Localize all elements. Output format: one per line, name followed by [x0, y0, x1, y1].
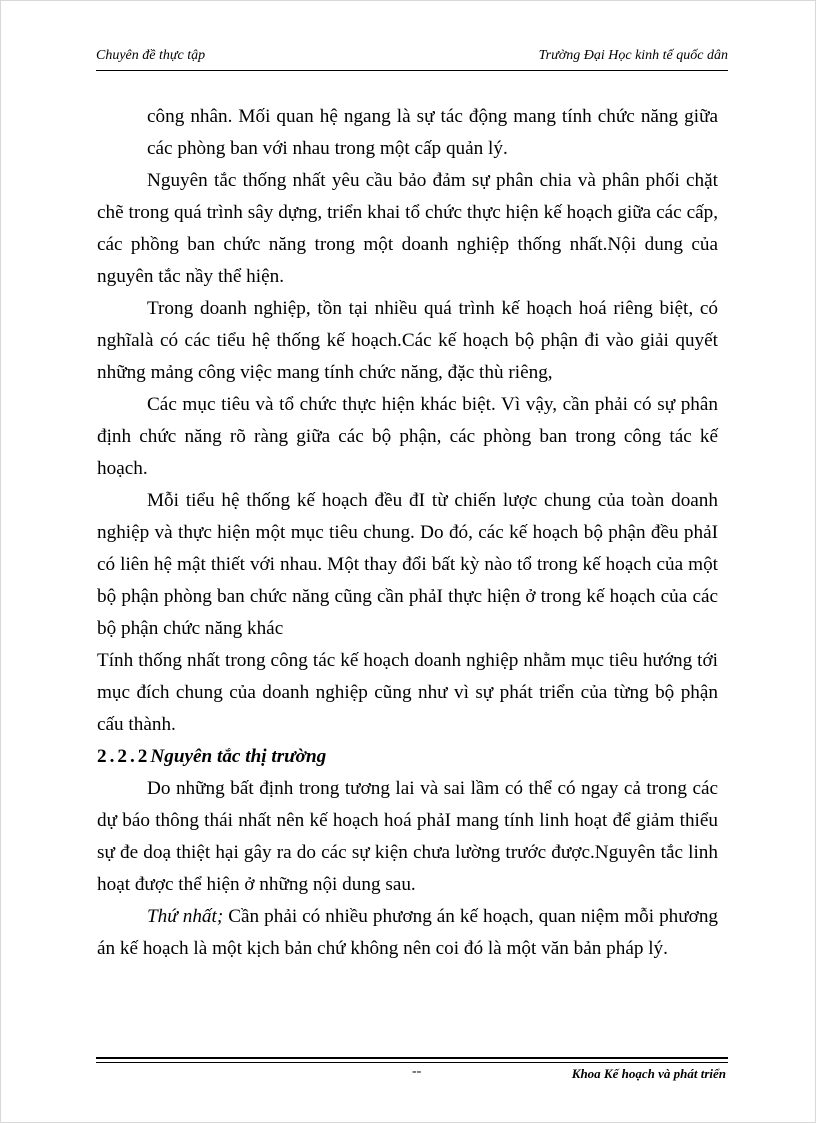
section-title: Nguyên tắc thị trường	[150, 746, 327, 767]
paragraph-7: Do những bất định trong tương lai và sai lầm có thể có ngay cả trong các dự báo thông thái nhất nên kế hoạch hoá phảI mang tính linh hoạt để giảm thiểu sự đe doạ thiệt hại gây ra do các sự kiện chưa lường trước được.Nguyên tắc linh hoạt được thể hiện ở những nội dung sau.	[97, 778, 718, 895]
section-number: 2.2.2	[97, 746, 151, 767]
header-right: Trường Đại Học kinh tế quốc dân	[538, 48, 728, 63]
paragraph-8-text: Cần phải có nhiều phương án kế hoạch, quan niệm mỗi phương án kế hoạch là một kịch bản chứ không nên coi đó là một văn bản pháp lý.	[97, 906, 719, 959]
document-body	[97, 101, 718, 965]
section-heading	[97, 741, 718, 773]
paragraph-4: Các mục tiêu và tổ chức thực hiện khác biệt. Vì vậy, cần phải có sự phân định chức năng rõ ràng giữa các bộ phận, các phòng ban trong công tác kế hoạch.	[97, 394, 718, 479]
paragraph-8	[97, 901, 718, 965]
footer-right: Khoa Kế hoạch và phát triển	[571, 1066, 726, 1081]
footer-divider-thick	[96, 1057, 728, 1059]
paragraph-1: công nhân. Mối quan hệ ngang là sự tác động mang tính chức năng giữa các phòng ban với nhau trong một cấp quản lý.	[147, 106, 718, 159]
paragraph-8-lead: Thứ nhất;	[147, 906, 224, 927]
paragraph-3: Trong doanh nghiệp, tồn tại nhiều quá trình kế hoạch hoá riêng biệt, có nghĩalà có các tiểu hệ thống kế hoạch.Các kế hoạch bộ phận đi vào giải quyết những mảng công việc mang tính chức năng, đặc thù riêng,	[97, 298, 718, 383]
footer-divider-thin	[96, 1062, 728, 1063]
paragraph-6: Tính thống nhất trong công tác kế hoạch doanh nghiệp nhằm mục tiêu hướng tới mục đích chung của doanh nghiệp cũng như vì sự phát triển của từng bộ phận cấu thành.	[97, 650, 718, 735]
page-number: --	[412, 1064, 422, 1079]
paragraph-2: Nguyên tắc thống nhất yêu cầu bảo đảm sự phân chia và phân phối chặt chẽ trong quá trình sây dựng, triển khai tổ chức thực hiện kế hoạch giữa các cấp, các phồng ban chức năng trong một doanh nghiệp thống nhất.Nội dung của nguyên tắc nầy thể hiện.	[97, 170, 718, 287]
paragraph-5: Mỗi tiểu hệ thống kế hoạch đều đI từ chiến lược chung của toàn doanh nghiệp và thực hiện một mục tiêu chung. Do đó, các kế hoạch bộ phận đều phảI có liên hệ mật thiết với nhau. Một thay đổi bất kỳ nào tổ trong kế hoạch của một bộ phận phòng ban chức năng cũng cần phảI thực hiện ở trong kế hoạch của các bộ phận chức năng khác	[97, 490, 718, 639]
header-left: Chuyên đề thực tập	[96, 48, 206, 63]
header-divider	[96, 70, 728, 71]
page-header	[96, 48, 728, 68]
